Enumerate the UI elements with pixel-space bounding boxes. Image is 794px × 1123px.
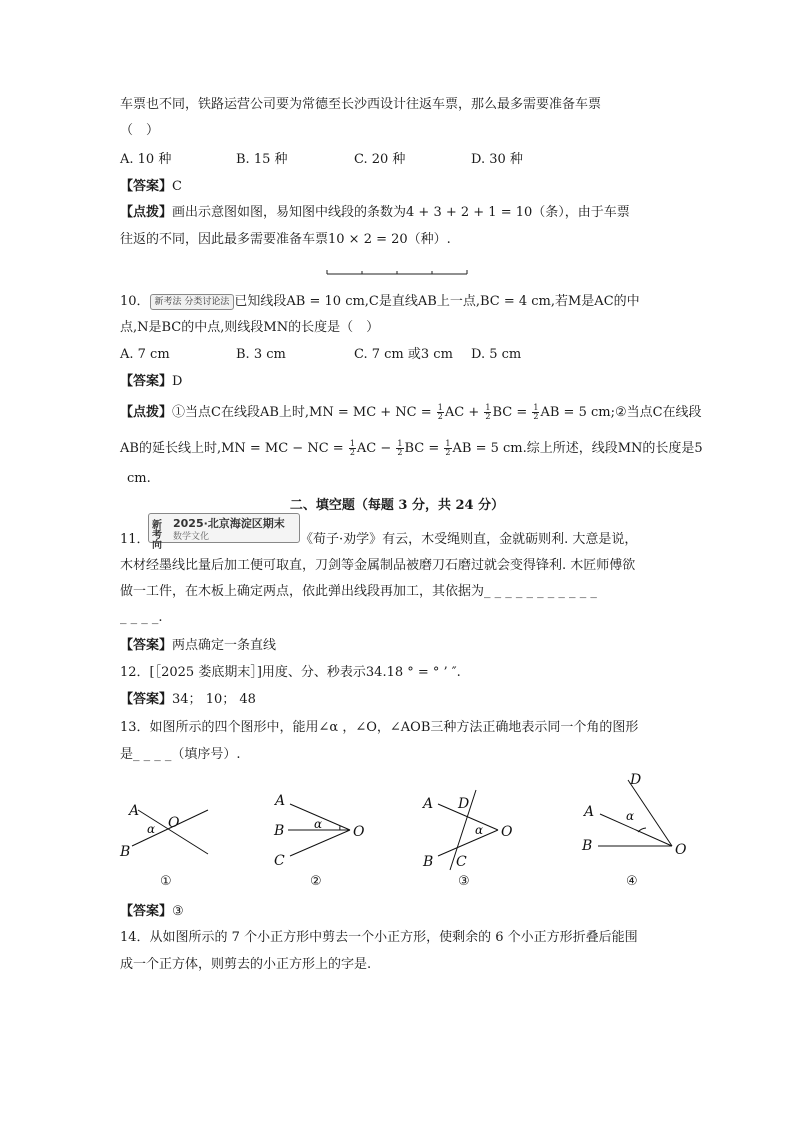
q9-answer [120, 177, 182, 197]
q10-answer-label: 【答案】 [120, 374, 173, 389]
fraction-half: $\frac{1}{2}$ [349, 439, 355, 457]
q10-method-badge: 新考法 分类讨论法 [150, 294, 235, 310]
q9-hint-line-1 [120, 203, 630, 223]
q11-answer-label: 【答案】 [120, 638, 173, 653]
q14-stem-line-1: 14．从如图所示的 7 个小正方形中剪去一个小正方形，使剩余的 6 个小正方形折叠后能围 [120, 930, 638, 945]
q10-hint-1d: AB = 5 cm;②当点C在线段 [540, 405, 702, 420]
figure-2-label: ② [310, 874, 322, 889]
q13-figure-4 [576, 770, 696, 860]
q9-option-a: A. 10 种 [120, 152, 172, 167]
q10-answer [120, 372, 182, 392]
q12-stem: 12．[［2025 娄底期末］]用度、分、秒表示34.18 ° = ° ’ ″. [120, 665, 461, 680]
q11-answer-value: 两点确定一条直线 [172, 638, 277, 653]
q11-number: 11． [120, 532, 150, 547]
fraction-half: $\frac{1}{2}$ [485, 403, 491, 421]
q10-option-b: B. 3 cm [236, 347, 286, 362]
figure-4-label: ④ [626, 874, 638, 889]
point-d: D [630, 772, 642, 788]
point-o: O [501, 824, 513, 840]
q13-figure-1 [112, 790, 222, 865]
q13-figure-2 [270, 790, 370, 870]
angle-alpha: α [475, 823, 484, 837]
figure-3-label: ③ [458, 874, 470, 889]
q13-figure-3 [418, 786, 528, 871]
point-b: B [274, 823, 285, 839]
q10-hint-line-2 [120, 439, 703, 459]
point-a: A [129, 803, 140, 819]
section-heading: 二、填空题（每题 3 分，共 24 分） [289, 498, 505, 513]
q10-stem-line-2: 点,N是BC的中点,则线段MN的长度是（ ） [120, 320, 380, 335]
q13-answer [120, 902, 184, 922]
point-o: O [168, 815, 180, 831]
q11-stem-line-4: _ _ _ _. [120, 610, 163, 625]
point-c: C [274, 853, 285, 869]
q10-stem-line-1 [120, 292, 640, 312]
q10-hint-2a: AB的延长线上时,MN = MC − NC = [120, 441, 348, 456]
q9-hint-label: 【点拨】 [120, 205, 173, 220]
q10-option-d: D. 5 cm [471, 347, 522, 362]
q11-stem-line-3: 做一工件，在木板上确定两点，依此弹出线段再加工，其依据为_ _ _ _ _ _ _ _ _ _ _ [120, 584, 597, 599]
q10-option-c: C. 7 cm 或3 cm [354, 347, 453, 362]
point-d: D [458, 796, 470, 812]
point-b: B [120, 844, 131, 860]
angle-alpha: α [147, 822, 156, 836]
fraction-half: $\frac{1}{2}$ [397, 439, 403, 457]
q9-hint-text-1: 画出示意图如图，易知图中线段的条数为4 + 3 + 2 + 1 = 10（条），由于车票 [172, 205, 630, 220]
fraction-half: $\frac{1}{2}$ [533, 403, 539, 421]
q11-stem-line-2: 木材经墨线比量后加工便可取直，刀剑等金属制品被磨刀石磨过就会变得锋利. 木匠师傅欲 [120, 558, 636, 573]
q9-answer-label: 【答案】 [120, 179, 173, 194]
point-o: O [353, 824, 365, 840]
q11-badge-topic: 数学文化 [173, 532, 210, 542]
q10-number: 10． [120, 294, 150, 309]
point-a: A [275, 793, 286, 809]
q13-answer-label: 【答案】 [120, 904, 173, 919]
q11-stem-line-1: 《荀子·劝学》有云，木受绳则直，金就砺则利. 大意是说， [300, 532, 638, 547]
q9-stem-line: 车票也不同，铁路运营公司要为常德至长沙西设计往返车票，那么最多需要准备车票 [120, 97, 602, 112]
angle-alpha: α [314, 817, 323, 831]
point-b: B [423, 854, 434, 870]
q10-hint-line-3: cm. [127, 471, 151, 486]
q10-hint-1c: BC = [492, 405, 532, 420]
q13-stem-line-2: 是_ _ _ _（填序号）. [120, 747, 241, 762]
q10-hint-1a: ①当点C在线段AB上时,MN = MC + NC = [172, 405, 436, 420]
q10-answer-value: D [172, 374, 183, 389]
figure-1-label: ① [160, 874, 172, 889]
q11-source-badge [148, 513, 300, 551]
q10-stem-text-1: 已知线段AB = 10 cm,C是直线AB上一点,BC = 4 cm,若M是AC的中 [234, 294, 640, 309]
q10-hint-2d: AB = 5 cm.综上所述，线段MN的长度是5 [452, 441, 703, 456]
q11-badge-new: 新考向 [152, 520, 162, 551]
q10-hint-2c: BC = [404, 441, 444, 456]
point-o: O [675, 842, 687, 858]
fraction-half: $\frac{1}{2}$ [445, 439, 451, 457]
q9-option-c: C. 20 种 [354, 152, 406, 167]
angle-alpha: α [626, 809, 635, 823]
q9-option-d: D. 30 种 [471, 152, 523, 167]
q11-answer [120, 636, 276, 656]
point-b: B [582, 838, 593, 854]
q12-answer-label: 【答案】 [120, 692, 173, 707]
q9-hint-line-2: 往返的不同，因此最多需要准备车票10 × 2 = 20（种）. [120, 232, 451, 247]
q13-answer-value: ③ [172, 904, 184, 919]
point-a: A [584, 804, 595, 820]
q12-answer-value: 34； 10； 48 [172, 692, 256, 707]
q12-answer [120, 690, 256, 710]
q14-stem-line-2: 成一个正方体，则剪去的小正方形上的字是. [120, 957, 372, 972]
point-c: C [456, 854, 467, 870]
q10-hint-label: 【点拨】 [120, 405, 173, 420]
q11-badge-source: 2025·北京海淀区期末 [173, 517, 285, 530]
point-a: A [423, 796, 434, 812]
fraction-half: $\frac{1}{2}$ [437, 403, 443, 421]
q9-segment-diagram [325, 266, 470, 278]
q10-option-a: A. 7 cm [120, 347, 170, 362]
q10-hint-line-1 [120, 403, 702, 423]
q13-stem-line-1: 13．如图所示的四个图形中，能用∠α ，∠O，∠AOB三种方法正确地表示同一个角的图形 [120, 720, 639, 735]
q10-hint-1b: AC + [444, 405, 484, 420]
q10-hint-2b: AC − [356, 441, 396, 456]
q9-answer-value: C [172, 179, 182, 194]
q9-answer-blank: （ ） [120, 123, 160, 138]
q9-option-b: B. 15 种 [236, 152, 288, 167]
